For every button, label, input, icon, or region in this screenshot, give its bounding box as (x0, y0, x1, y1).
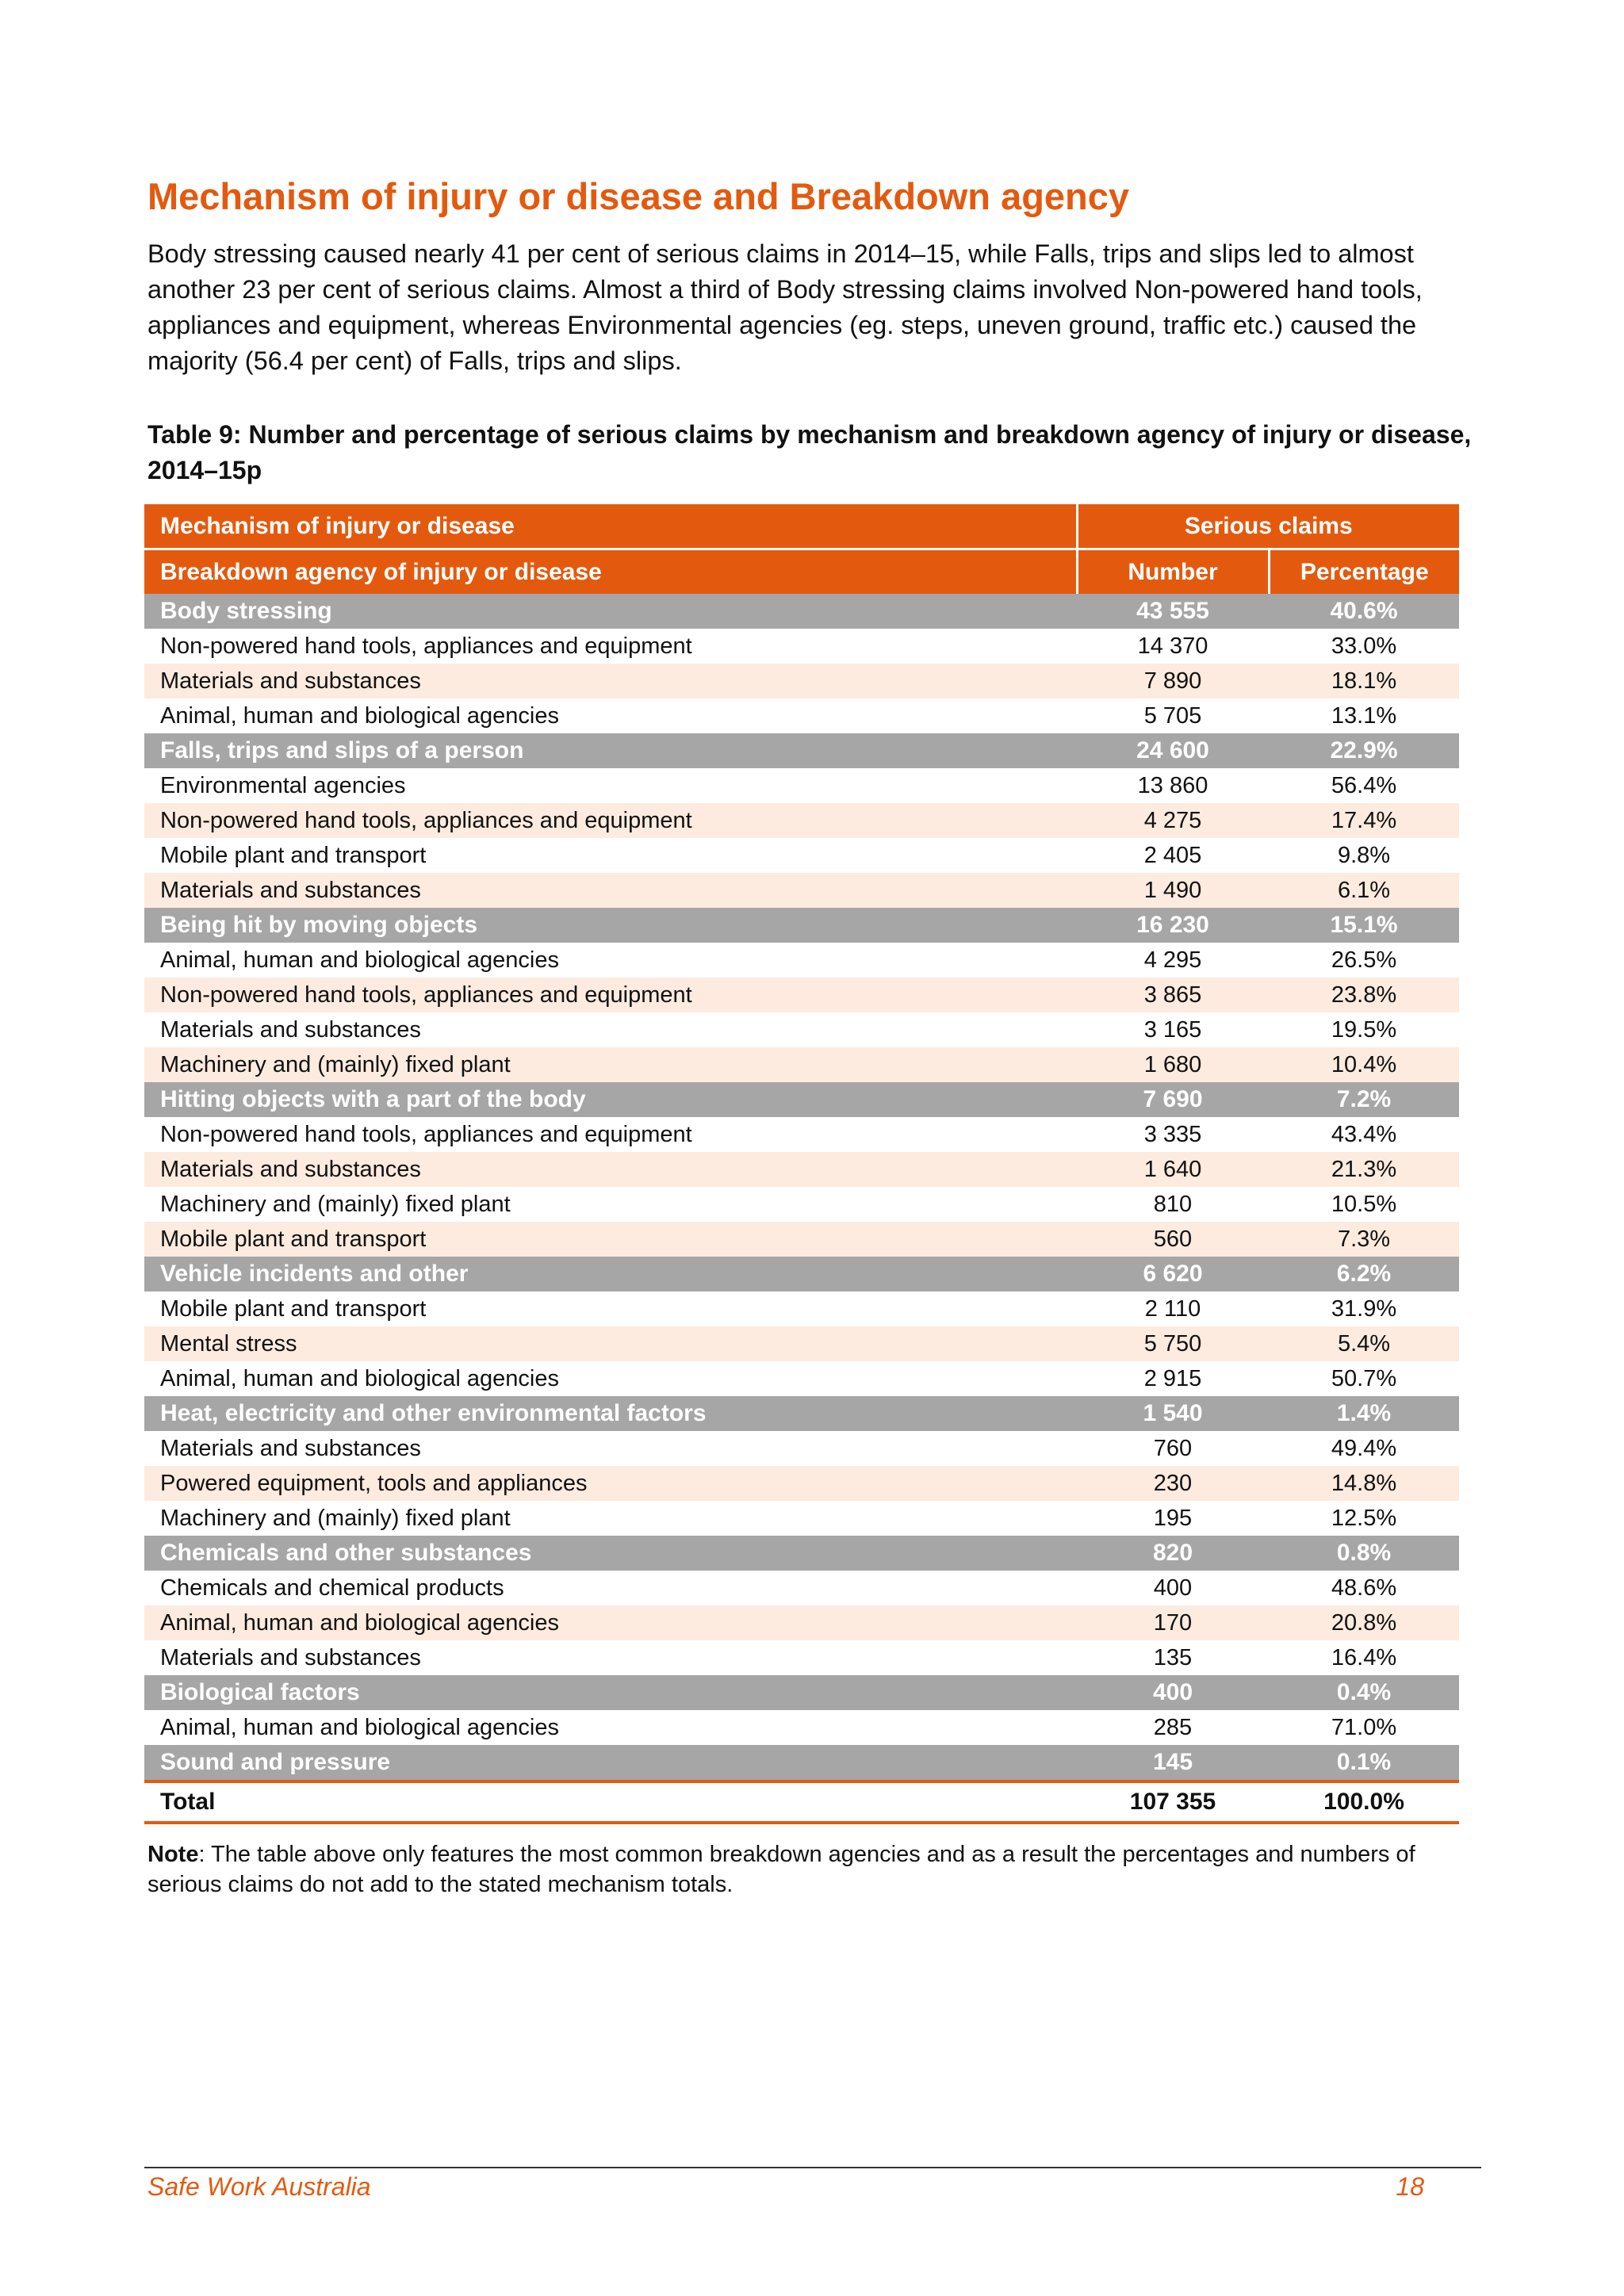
agency-number: 7 890 (1077, 664, 1269, 698)
table-caption: Table 9: Number and percentage of serious claims by mechanism and breakdown agency of injury or disease, 2014–15p (147, 420, 1472, 484)
agency-number: 4 275 (1077, 803, 1269, 838)
agency-number: 285 (1077, 1710, 1269, 1745)
mechanism-label: Vehicle incidents and other (144, 1257, 1077, 1292)
mechanism-percentage: 0.8% (1269, 1536, 1459, 1571)
agency-label: Animal, human and biological agencies (144, 1710, 1077, 1745)
agency-percentage: 20.8% (1269, 1605, 1459, 1640)
page-number: 18 (1396, 2172, 1424, 2201)
table-note (147, 1839, 1480, 1900)
agency-row (144, 943, 1459, 978)
agency-row (144, 1501, 1459, 1536)
mechanism-percentage: 6.2% (1269, 1257, 1459, 1292)
table-header-row-1 (144, 504, 1459, 549)
agency-label: Mobile plant and transport (144, 1292, 1077, 1326)
agency-row (144, 1012, 1459, 1047)
agency-row (144, 978, 1459, 1012)
mechanism-number: 820 (1077, 1536, 1269, 1571)
header-breakdown-agency: Breakdown agency of injury or disease (144, 549, 1077, 595)
agency-percentage: 48.6% (1269, 1571, 1459, 1605)
mechanism-label: Falls, trips and slips of a person (144, 733, 1077, 768)
agency-row (144, 1326, 1459, 1361)
mechanism-percentage: 15.1% (1269, 908, 1459, 943)
total-number: 107 355 (1077, 1781, 1269, 1823)
header-percentage: Percentage (1269, 549, 1459, 595)
agency-number: 14 370 (1077, 629, 1269, 664)
total-percentage: 100.0% (1269, 1781, 1459, 1823)
agency-label: Mobile plant and transport (144, 838, 1077, 873)
header-number: Number (1077, 549, 1269, 595)
agency-label: Materials and substances (144, 664, 1077, 698)
agency-label: Machinery and (mainly) fixed plant (144, 1501, 1077, 1536)
agency-row (144, 1292, 1459, 1326)
mechanism-row (144, 733, 1459, 768)
agency-label: Non-powered hand tools, appliances and equipment (144, 978, 1077, 1012)
agency-number: 135 (1077, 1640, 1269, 1675)
mechanism-percentage: 0.1% (1269, 1745, 1459, 1781)
agency-number: 560 (1077, 1222, 1269, 1257)
mechanism-row (144, 1257, 1459, 1292)
agency-row (144, 1222, 1459, 1257)
footer-publisher: Safe Work Australia (147, 2172, 371, 2201)
mechanism-number: 7 690 (1077, 1082, 1269, 1117)
agency-row (144, 1152, 1459, 1187)
agency-label: Animal, human and biological agencies (144, 1605, 1077, 1640)
agency-percentage: 14.8% (1269, 1466, 1459, 1501)
agency-number: 2 405 (1077, 838, 1269, 873)
agency-percentage: 6.1% (1269, 873, 1459, 908)
agency-label: Environmental agencies (144, 768, 1077, 803)
mechanism-row (144, 908, 1459, 943)
agency-percentage: 10.5% (1269, 1187, 1459, 1222)
intro-paragraph: Body stressing caused nearly 41 per cent of serious claims in 2014–15, while Falls, trips and slips led to almost another 23 per cent of serious claims. Almost a third of Body stressing claims involved Non-powered hand tools, appliances and equipment, whereas Environmental agencies (eg. steps, uneven ground, traffic etc.) caused the majority (56.4 per cent) of Falls, trips and slips. (147, 239, 1423, 375)
mechanism-row (144, 1536, 1459, 1571)
agency-label: Chemicals and chemical products (144, 1571, 1077, 1605)
agency-number: 5 750 (1077, 1326, 1269, 1361)
agency-row (144, 1117, 1459, 1152)
agency-percentage: 56.4% (1269, 768, 1459, 803)
agency-percentage: 12.5% (1269, 1501, 1459, 1536)
agency-label: Materials and substances (144, 1152, 1077, 1187)
agency-row (144, 873, 1459, 908)
agency-percentage: 71.0% (1269, 1710, 1459, 1745)
agency-number: 3 335 (1077, 1117, 1269, 1152)
agency-number: 230 (1077, 1466, 1269, 1501)
agency-label: Machinery and (mainly) fixed plant (144, 1047, 1077, 1082)
agency-label: Animal, human and biological agencies (144, 943, 1077, 978)
mechanism-percentage: 0.4% (1269, 1675, 1459, 1710)
agency-label: Materials and substances (144, 1431, 1077, 1466)
agency-number: 760 (1077, 1431, 1269, 1466)
mechanism-number: 43 555 (1077, 594, 1269, 629)
mechanism-row (144, 1396, 1459, 1431)
footer-divider (144, 2167, 1481, 2168)
agency-percentage: 31.9% (1269, 1292, 1459, 1326)
mechanism-label: Being hit by moving objects (144, 908, 1077, 943)
agency-label: Non-powered hand tools, appliances and equipment (144, 629, 1077, 664)
agency-number: 400 (1077, 1571, 1269, 1605)
agency-number: 3 165 (1077, 1012, 1269, 1047)
agency-row (144, 698, 1459, 733)
agency-label: Animal, human and biological agencies (144, 1361, 1077, 1396)
agency-percentage: 16.4% (1269, 1640, 1459, 1675)
agency-percentage: 10.4% (1269, 1047, 1459, 1082)
agency-percentage: 17.4% (1269, 803, 1459, 838)
agency-label: Non-powered hand tools, appliances and equipment (144, 803, 1077, 838)
agency-row (144, 1605, 1459, 1640)
header-serious-claims: Serious claims (1077, 504, 1459, 549)
agency-label: Animal, human and biological agencies (144, 698, 1077, 733)
agency-number: 2 915 (1077, 1361, 1269, 1396)
agency-row (144, 1710, 1459, 1745)
mechanism-label: Sound and pressure (144, 1745, 1077, 1781)
agency-row (144, 1640, 1459, 1675)
mechanism-row (144, 1082, 1459, 1117)
agency-number: 1 490 (1077, 873, 1269, 908)
agency-row (144, 664, 1459, 698)
agency-label: Mental stress (144, 1326, 1077, 1361)
header-mechanism: Mechanism of injury or disease (144, 504, 1077, 549)
agency-percentage: 49.4% (1269, 1431, 1459, 1466)
mechanism-number: 400 (1077, 1675, 1269, 1710)
agency-percentage: 7.3% (1269, 1222, 1459, 1257)
mechanism-percentage: 40.6% (1269, 594, 1459, 629)
agency-percentage: 5.4% (1269, 1326, 1459, 1361)
agency-number: 5 705 (1077, 698, 1269, 733)
section-heading: Mechanism of injury or disease and Breakdown agency (147, 175, 1130, 217)
agency-percentage: 18.1% (1269, 664, 1459, 698)
note-label: Note (147, 1842, 199, 1867)
agency-number: 4 295 (1077, 943, 1269, 978)
agency-row (144, 1361, 1459, 1396)
mechanism-number: 16 230 (1077, 908, 1269, 943)
agency-label: Materials and substances (144, 1012, 1077, 1047)
mechanism-number: 1 540 (1077, 1396, 1269, 1431)
agency-percentage: 43.4% (1269, 1117, 1459, 1152)
mechanism-row (144, 594, 1459, 629)
agency-percentage: 21.3% (1269, 1152, 1459, 1187)
note-text: : The table above only features the most common breakdown agencies and as a result the percentages and numbers of serious claims do not add to the stated mechanism totals. (147, 1842, 1415, 1897)
mechanism-percentage: 7.2% (1269, 1082, 1459, 1117)
agency-label: Materials and substances (144, 873, 1077, 908)
table-header-row-2 (144, 549, 1459, 595)
agency-number: 810 (1077, 1187, 1269, 1222)
mechanism-label: Biological factors (144, 1675, 1077, 1710)
claims-table (144, 504, 1459, 1824)
agency-label: Powered equipment, tools and appliances (144, 1466, 1077, 1501)
agency-row (144, 1571, 1459, 1605)
agency-percentage: 33.0% (1269, 629, 1459, 664)
agency-number: 170 (1077, 1605, 1269, 1640)
mechanism-number: 6 620 (1077, 1257, 1269, 1292)
agency-number: 3 865 (1077, 978, 1269, 1012)
agency-row (144, 1187, 1459, 1222)
agency-number: 1 640 (1077, 1152, 1269, 1187)
mechanism-number: 24 600 (1077, 733, 1269, 768)
agency-percentage: 13.1% (1269, 698, 1459, 733)
total-row (144, 1781, 1459, 1823)
mechanism-percentage: 22.9% (1269, 733, 1459, 768)
agency-label: Mobile plant and transport (144, 1222, 1077, 1257)
mechanism-label: Hitting objects with a part of the body (144, 1082, 1077, 1117)
mechanism-row (144, 1745, 1459, 1781)
mechanism-percentage: 1.4% (1269, 1396, 1459, 1431)
agency-row (144, 768, 1459, 803)
mechanism-row (144, 1675, 1459, 1710)
mechanism-number: 145 (1077, 1745, 1269, 1781)
agency-row (144, 803, 1459, 838)
mechanism-label: Body stressing (144, 594, 1077, 629)
agency-number: 1 680 (1077, 1047, 1269, 1082)
agency-percentage: 26.5% (1269, 943, 1459, 978)
agency-number: 2 110 (1077, 1292, 1269, 1326)
agency-row (144, 1047, 1459, 1082)
agency-number: 195 (1077, 1501, 1269, 1536)
agency-percentage: 9.8% (1269, 838, 1459, 873)
agency-percentage: 50.7% (1269, 1361, 1459, 1396)
agency-row (144, 629, 1459, 664)
agency-label: Machinery and (mainly) fixed plant (144, 1187, 1077, 1222)
agency-label: Non-powered hand tools, appliances and equipment (144, 1117, 1077, 1152)
agency-percentage: 19.5% (1269, 1012, 1459, 1047)
agency-row (144, 838, 1459, 873)
total-label: Total (144, 1781, 1077, 1823)
agency-label: Materials and substances (144, 1640, 1077, 1675)
table-body (144, 594, 1459, 1781)
mechanism-label: Chemicals and other substances (144, 1536, 1077, 1571)
agency-number: 13 860 (1077, 768, 1269, 803)
mechanism-label: Heat, electricity and other environmental factors (144, 1396, 1077, 1431)
agency-row (144, 1431, 1459, 1466)
agency-percentage: 23.8% (1269, 978, 1459, 1012)
agency-row (144, 1466, 1459, 1501)
